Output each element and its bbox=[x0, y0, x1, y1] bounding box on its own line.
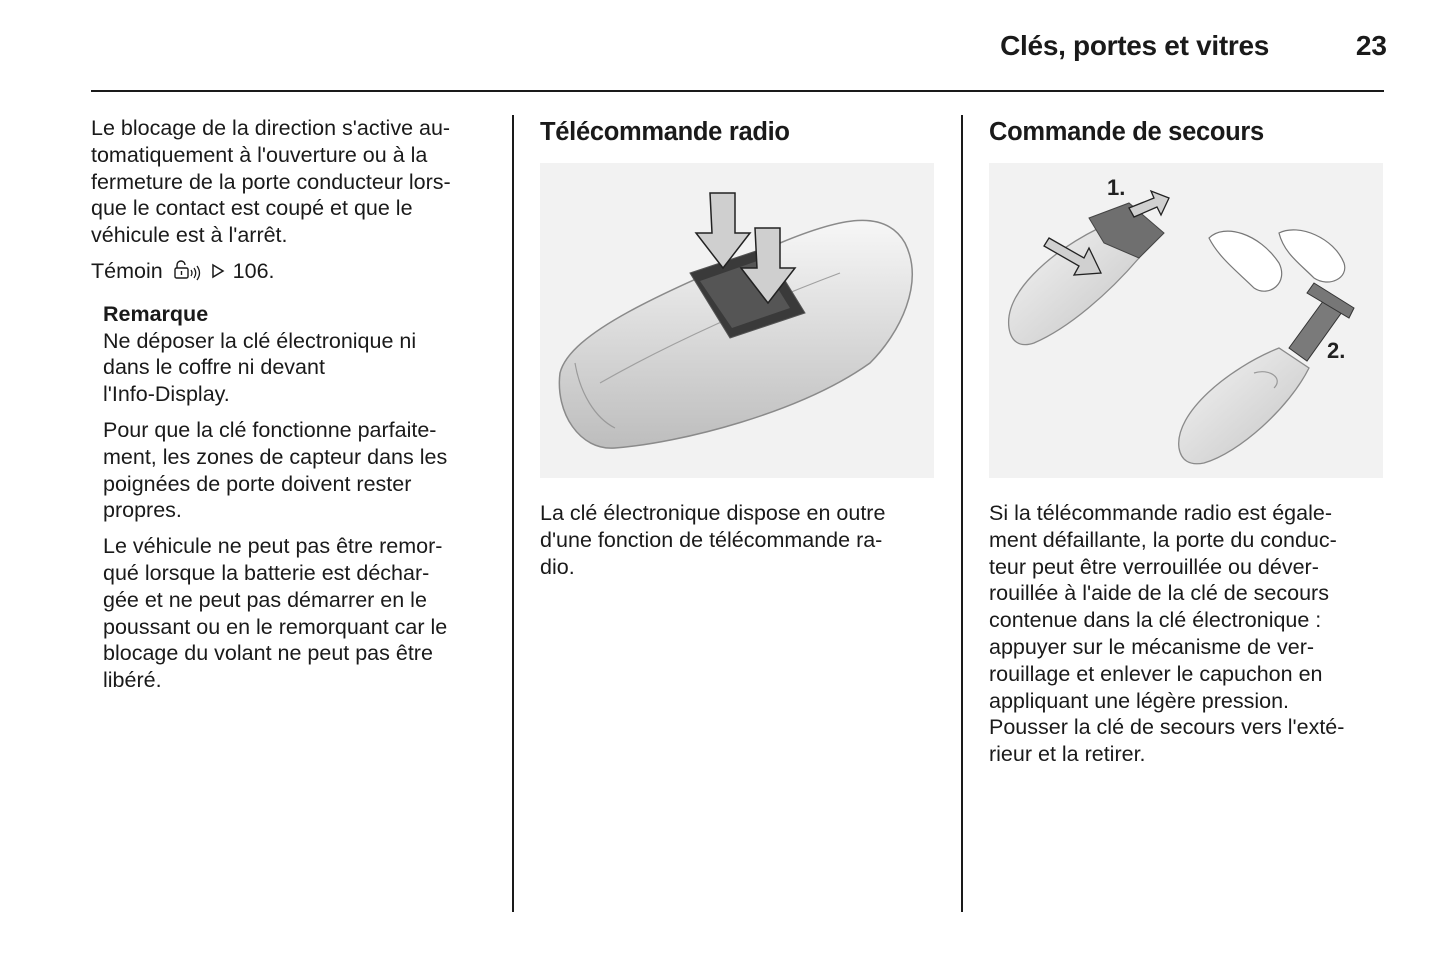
note-title: Remarque bbox=[103, 301, 209, 326]
steering-lock-paragraph: Le blocage de la direction s'active au- tomatiquement à l'ouverture ou à la fermeture de la porte conducteur lors- que le contact est coupé et que le véhicule est à l'arrêt. bbox=[91, 116, 451, 248]
note-box bbox=[103, 301, 491, 694]
note-paragraph-3: Le véhicule ne peut pas être remor- qué lorsque la batterie est déchar- gée et ne peut pas démarrer en le poussant ou en le remorquant car le blocage du volant ne peut pas être libéré. bbox=[103, 534, 448, 693]
page-reference: 106. bbox=[232, 258, 275, 283]
emergency-key-illustration bbox=[989, 163, 1383, 478]
figure-step-1: 1. bbox=[1107, 175, 1126, 200]
column-divider-1 bbox=[512, 115, 514, 912]
chapter-title: Clés, portes et vitres bbox=[1000, 30, 1269, 61]
section-heading-emergency: Commande de secours bbox=[989, 118, 1264, 146]
temoin-line: Témoin 106. bbox=[91, 258, 491, 288]
note-paragraph-1: Ne déposer la clé électronique ni dans le coffre ni devant l'Info-Display. bbox=[103, 328, 417, 407]
page-reference-icon bbox=[211, 259, 225, 286]
remote-key-illustration bbox=[540, 163, 934, 478]
page-number: 23 bbox=[1355, 30, 1387, 61]
unlock-indicator-icon bbox=[173, 259, 203, 288]
header-divider bbox=[91, 90, 1384, 92]
column-remote-control bbox=[540, 115, 940, 149]
note-paragraph-2: Pour que la clé fonctionne parfaite- ment, les zones de capteur dans les poignées de porte doivent rester propres. bbox=[103, 417, 448, 523]
column-steering-lock bbox=[91, 115, 491, 703]
remote-description: La clé électronique dispose en outre d'une fonction de télécommande ra- dio. bbox=[540, 501, 886, 579]
column-divider-2 bbox=[961, 115, 963, 912]
section-heading-remote: Télécommande radio bbox=[540, 118, 790, 146]
emergency-description: Si la télécommande radio est égale- ment défaillante, la porte du conduc- teur peut être verrouillée ou déver- rouillée à l'aide de la clé de secours contenue dans la clé électronique : appuyer sur le mécanisme de ver- rouillage et enlever le capuchon en appliquant une légère pression. Pousser la clé de secours vers l'exté- rieur et la retirer. bbox=[989, 501, 1345, 767]
figure-step-2: 2. bbox=[1327, 338, 1346, 363]
column-emergency-key bbox=[989, 115, 1389, 149]
